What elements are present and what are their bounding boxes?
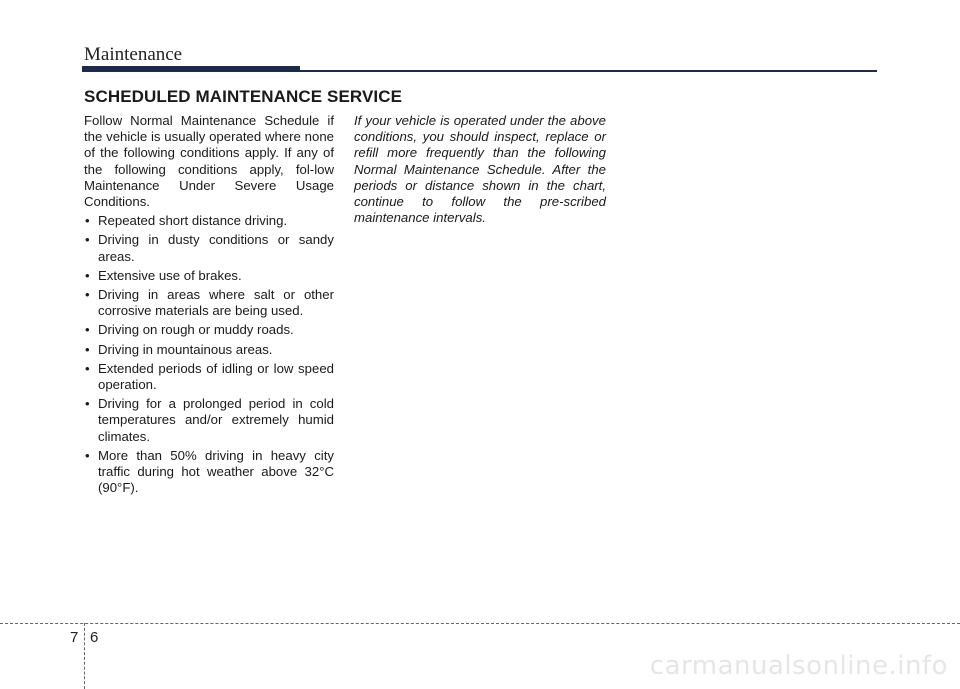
footer-gutter-divider — [84, 623, 85, 689]
bullet-icon: • — [85, 287, 90, 303]
list-item — [84, 232, 334, 264]
list-item — [84, 268, 334, 284]
list-item-text: Driving for a prolonged period in cold temperatures and/or extremely humid climates. — [98, 396, 334, 444]
bullet-icon: • — [85, 396, 90, 412]
conditions-list — [84, 213, 334, 496]
footer-divider — [0, 623, 960, 624]
page-number: 6 — [90, 629, 99, 646]
list-item — [84, 213, 334, 229]
bullet-icon: • — [85, 213, 90, 229]
list-item-text: Extensive use of brakes. — [98, 267, 242, 283]
list-item-text: More than 50% driving in heavy city traffic during hot weather above 32°C (90°F). — [98, 447, 334, 496]
list-item-text: Extended periods of idling or low speed operation. — [98, 360, 334, 393]
bullet-icon: • — [85, 267, 90, 283]
header-rule-thin — [300, 70, 877, 72]
bullet-icon: • — [85, 341, 90, 357]
list-item — [84, 396, 334, 445]
list-item — [84, 287, 334, 319]
bullet-icon: • — [85, 232, 90, 248]
section-heading: SCHEDULED MAINTENANCE SERVICE — [84, 87, 403, 106]
watermark: carmanualsonline.info — [649, 651, 948, 681]
chapter-number: 7 — [70, 629, 79, 646]
bullet-icon: • — [85, 322, 90, 338]
list-item-text: Driving in dusty conditions or sandy areas. — [98, 232, 334, 264]
intro-paragraph: Follow Normal Maintenance Schedule if the vehicle is usually operated where none of the following conditions apply. If any of the following conditions apply, fol-low Maintenance Under Severe Usage Conditions. — [84, 113, 334, 210]
list-item — [84, 322, 334, 338]
right-column — [354, 113, 606, 226]
left-column — [84, 113, 334, 499]
list-item-text: Driving in mountainous areas. — [98, 341, 273, 357]
list-item — [84, 342, 334, 358]
list-item-text: Driving in areas where salt or other corrosive materials are being used. — [98, 287, 334, 319]
list-item-text: Driving on rough or muddy roads. — [98, 322, 294, 338]
note-paragraph: If your vehicle is operated under the above conditions, you should inspect, replace or refill more frequently than the following Normal Maintenance Schedule. After the periods or distance shown in the chart, continue to follow the pre-scribed maintenance intervals. — [354, 113, 606, 226]
list-item — [84, 448, 334, 497]
bullet-icon: • — [85, 447, 90, 463]
header-rule-thick — [82, 66, 300, 72]
list-item-text: Repeated short distance driving. — [98, 213, 288, 229]
bullet-icon: • — [85, 360, 90, 376]
list-item — [84, 361, 334, 393]
page-header-title: Maintenance — [84, 44, 183, 65]
